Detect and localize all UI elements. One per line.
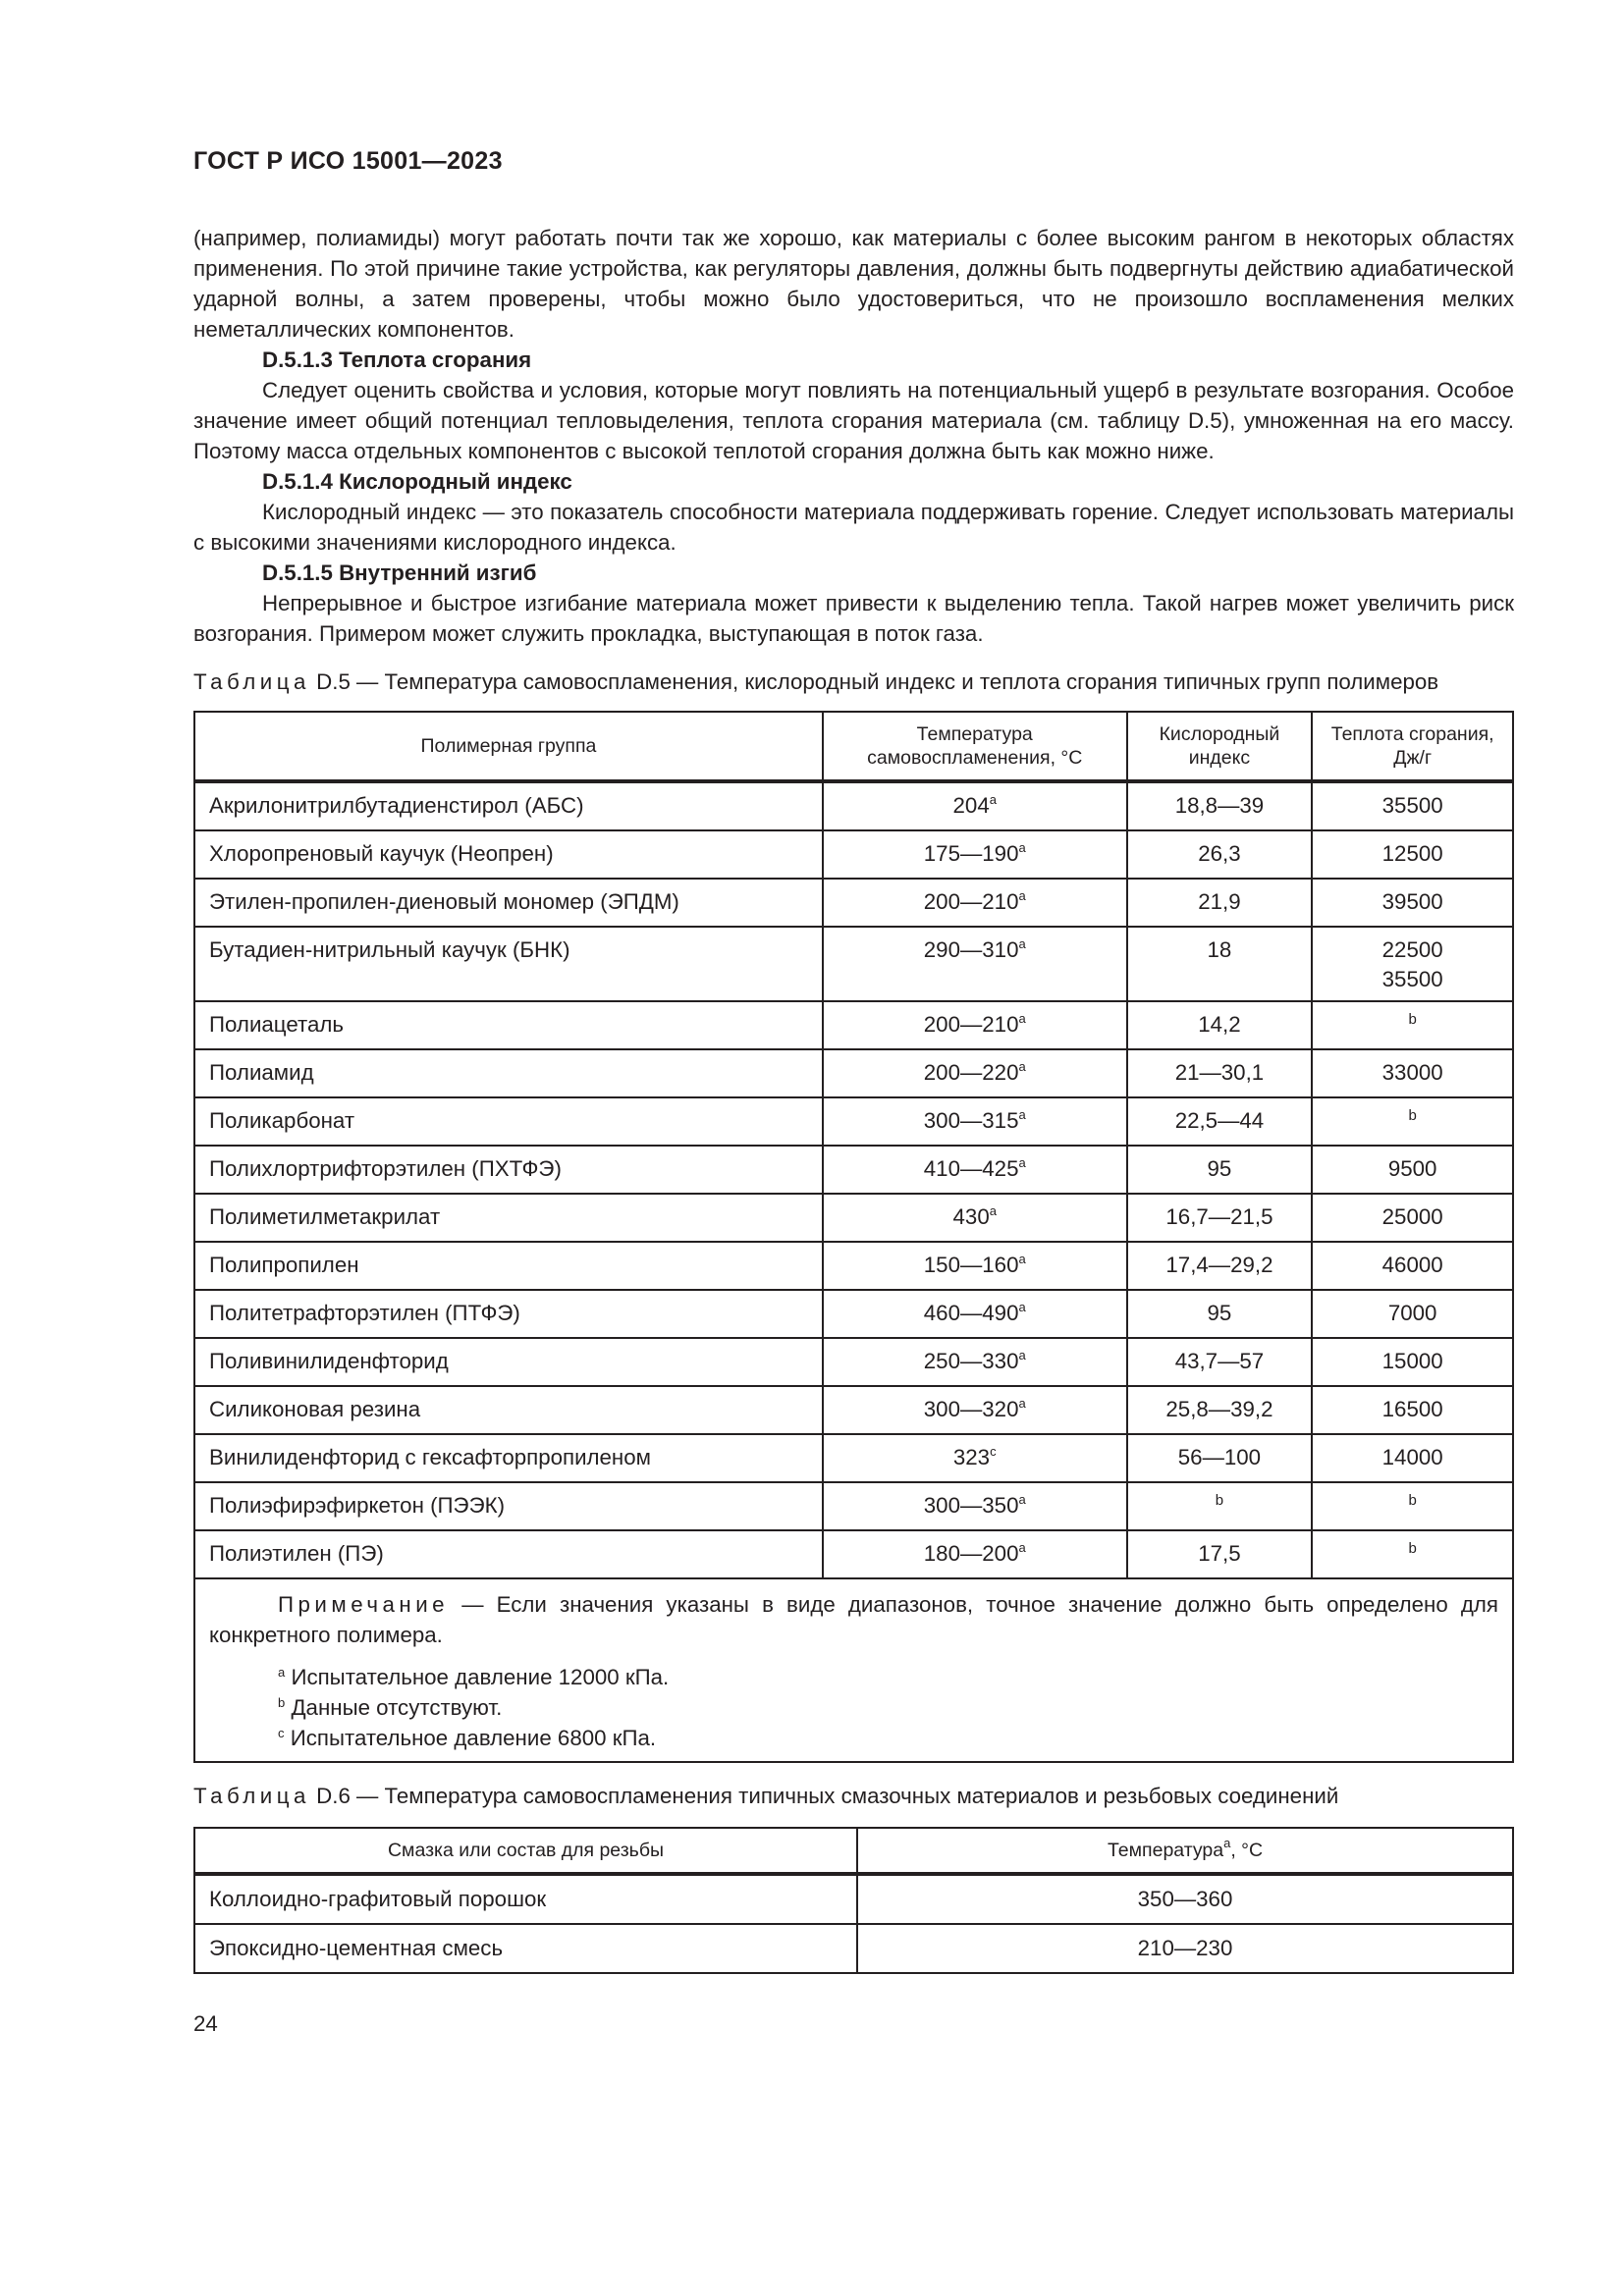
polymer-group-cell: Силиконовая резина — [194, 1386, 823, 1434]
oxygen-index-cell — [1127, 1097, 1313, 1146]
table-d6-caption — [193, 1781, 1514, 1811]
footnote-mark: a — [1018, 1155, 1026, 1170]
table-d5-caption-text: D.5 — Температура самовоспламенения, кислородный индекс и теплота сгорания типичных групп полимеров — [316, 669, 1439, 694]
footnote-mark: a — [278, 1665, 286, 1680]
autoignition-temp-cell — [823, 1001, 1127, 1049]
heat-of-combustion-cell-value: 35500 — [1381, 793, 1443, 818]
table-row — [194, 1338, 1513, 1386]
autoignition-temp-cell — [823, 1386, 1127, 1434]
oxygen-index-cell — [1127, 1194, 1313, 1242]
document-header: ГОСТ Р ИСО 15001—2023 — [193, 147, 503, 175]
table-d5-header-row — [194, 712, 1513, 781]
footnote-text: Испытательное давление 12000 кПа. — [291, 1665, 670, 1689]
autoignition-temp-cell — [823, 830, 1127, 879]
autoignition-temp-cell — [823, 1194, 1127, 1242]
autoignition-temp-cell-value: 200—220 — [923, 1060, 1019, 1085]
table-row — [194, 781, 1513, 830]
oxygen-index-cell-value: 21—30,1 — [1174, 1060, 1265, 1085]
footnote-mark: a — [989, 792, 997, 807]
table-row — [194, 1194, 1513, 1242]
header-polymer-group: Полимерная группа — [194, 712, 823, 781]
oxygen-index-cell — [1127, 1530, 1313, 1578]
oxygen-index-cell-value: 22,5—44 — [1174, 1108, 1265, 1133]
autoignition-temp-cell-value: 180—200 — [923, 1541, 1019, 1566]
section-heading-heat-of-combustion: D.5.1.3 Теплота сгорания — [262, 347, 532, 372]
footnote-mark: c — [990, 1444, 997, 1459]
autoignition-temp-cell-value: 200—210 — [923, 889, 1019, 914]
oxygen-index-cell — [1127, 1146, 1313, 1194]
oxygen-index-cell — [1127, 1049, 1313, 1097]
polymer-group-cell: Полиэтилен (ПЭ) — [194, 1530, 823, 1578]
oxygen-index-cell — [1127, 1482, 1313, 1530]
table-d5-body — [194, 781, 1513, 1578]
table-row — [194, 1386, 1513, 1434]
autoignition-temp-cell — [823, 1482, 1127, 1530]
table-row — [194, 1434, 1513, 1482]
oxygen-index-cell-value: 18,8—39 — [1174, 793, 1265, 818]
note-label: Примечание — [278, 1592, 450, 1617]
heat-of-combustion-cell-value: 7000 — [1387, 1301, 1437, 1325]
table-row — [194, 1874, 1513, 1924]
footnote-mark: a — [1018, 1396, 1026, 1411]
oxygen-index-cell-value: 26,3 — [1198, 841, 1241, 866]
heat-of-combustion-cell-value: 33000 — [1381, 1060, 1443, 1085]
oxygen-index-cell-value: 14,2 — [1198, 1012, 1241, 1037]
footnote-a — [209, 1662, 1498, 1692]
table-row — [194, 830, 1513, 879]
paragraph-heat-of-combustion: Следует оценить свойства и условия, которые могут повлиять на потенциальный ущерб в результате возгорания. Особое значение имеет общий потенциал тепловыделения, теплота сгорания материала (см. таблицу D.5), умноженная на его массу. Поэтому масса отдельных компонентов с высокой теплотой сгорания должна быть как можно ниже. — [193, 378, 1514, 463]
table-row — [194, 1097, 1513, 1146]
polymer-group-cell: Полихлортрифторэтилен (ПХТФЭ) — [194, 1146, 823, 1194]
table-row — [194, 1530, 1513, 1578]
heat-of-combustion-cell-value: 12500 — [1381, 841, 1443, 866]
oxygen-index-cell — [1127, 830, 1313, 879]
footnote-mark: a — [1018, 888, 1026, 903]
heat-of-combustion-cell — [1312, 927, 1513, 1001]
heat-of-combustion-cell-value: 25000 — [1381, 1204, 1443, 1229]
lubricant-name: Эпоксидно-цементная смесь — [194, 1924, 857, 1973]
paragraph-continued: (например, полиамиды) могут работать почти так же хорошо, как материалы с более высоким рангом в некоторых областях применения. По этой причине такие устройства, как регуляторы давления, должны быть подвергнуты действию адиабатической ударной волны, а затем проверены, чтобы можно было удостовериться, что не произошло воспламенения мелких неметаллических компонентов. — [193, 226, 1514, 342]
footnote-mark: a — [1018, 1492, 1026, 1507]
page-number: 24 — [193, 2011, 218, 2036]
polymer-group-cell: Полиметилметакрилат — [194, 1194, 823, 1242]
oxygen-index-cell — [1127, 879, 1313, 927]
autoignition-temp-cell-value: 430 — [952, 1204, 990, 1229]
polymer-group-cell: Этилен-пропилен-диеновый мономер (ЭПДМ) — [194, 879, 823, 927]
section-heading-oxygen-index: D.5.1.4 Кислородный индекс — [262, 469, 572, 494]
paragraph-internal-flexing: Непрерывное и быстрое изгибание материала может привести к выделению тепла. Такой нагрев может увеличить риск возгорания. Примером может служить прокладка, выступающая в поток газа. — [193, 591, 1514, 646]
oxygen-index-cell-value: 56—100 — [1177, 1445, 1262, 1469]
autoignition-temp-cell-value: 250—330 — [923, 1349, 1019, 1373]
section-heading-internal-flexing: D.5.1.5 Внутренний изгиб — [262, 561, 537, 585]
header-lubricant: Смазка или состав для резьбы — [194, 1828, 857, 1874]
heat-of-combustion-cell — [1312, 1049, 1513, 1097]
polymer-group-cell: Бутадиен-нитрильный каучук (БНК) — [194, 927, 823, 1001]
autoignition-temp-cell — [823, 1434, 1127, 1482]
heat-of-combustion-cell-value: 15000 — [1381, 1349, 1443, 1373]
autoignition-temp-cell-value: 300—320 — [923, 1397, 1019, 1421]
heat-of-combustion-cell-value: 35500 — [1381, 967, 1443, 991]
note-text: — Если значения указаны в виде диапазонов, точное значение должно быть определено для конкретного полимера. — [209, 1592, 1498, 1647]
heat-of-combustion-cell — [1312, 1146, 1513, 1194]
autoignition-temp-cell-value: 300—350 — [923, 1493, 1019, 1518]
heat-of-combustion-cell — [1312, 1434, 1513, 1482]
table-d5 — [193, 711, 1514, 1763]
header-oxygen-index: Кислородный индекс — [1127, 712, 1313, 781]
footnote-mark: a — [1223, 1836, 1231, 1850]
table-row — [194, 1242, 1513, 1290]
footnote-mark: a — [1018, 1059, 1026, 1074]
oxygen-index-cell-value: 17,5 — [1198, 1541, 1241, 1566]
table-d6-body — [194, 1874, 1513, 1973]
header-heat-of-combustion: Теплота сгорания, Дж/г — [1312, 712, 1513, 781]
polymer-group-cell: Поликарбонат — [194, 1097, 823, 1146]
footnote-text: Данные отсутствуют. — [291, 1695, 503, 1720]
footnote-mark: c — [278, 1726, 285, 1740]
table-d6-caption-label: Таблица — [193, 1784, 310, 1808]
autoignition-temp-cell-value: 300—315 — [923, 1108, 1019, 1133]
lubricant-name: Коллоидно-графитовый порошок — [194, 1874, 857, 1924]
table-row — [194, 1001, 1513, 1049]
polymer-group-cell: Винилиденфторид с гексафторпропиленом — [194, 1434, 823, 1482]
autoignition-temp-cell — [823, 927, 1127, 1001]
autoignition-temp-cell-value: 460—490 — [923, 1301, 1019, 1325]
heat-of-combustion-cell — [1312, 1338, 1513, 1386]
table-d6-caption-text: D.6 — Температура самовоспламенения типичных смазочных материалов и резьбовых соединений — [316, 1784, 1339, 1808]
footnote-mark: b — [1215, 1492, 1224, 1509]
heat-of-combustion-cell — [1312, 1001, 1513, 1049]
autoignition-temp-cell — [823, 781, 1127, 830]
polymer-group-cell: Полиамид — [194, 1049, 823, 1097]
heat-of-combustion-cell — [1312, 1290, 1513, 1338]
oxygen-index-cell-value: 16,7—21,5 — [1165, 1204, 1273, 1229]
autoignition-temp-cell-value: 410—425 — [923, 1156, 1019, 1181]
polymer-group-cell: Полиацеталь — [194, 1001, 823, 1049]
autoignition-temp-cell — [823, 1530, 1127, 1578]
heat-of-combustion-cell — [1312, 781, 1513, 830]
header-temperature-unit: , °С — [1230, 1840, 1264, 1861]
heat-of-combustion-cell-value: 9500 — [1387, 1156, 1437, 1181]
footnote-mark: a — [1018, 1252, 1026, 1266]
autoignition-temp-cell-value: 200—210 — [923, 1012, 1019, 1037]
oxygen-index-cell — [1127, 1338, 1313, 1386]
oxygen-index-cell-value: 25,8—39,2 — [1165, 1397, 1273, 1421]
autoignition-temp-cell — [823, 1146, 1127, 1194]
autoignition-temp-cell — [823, 1049, 1127, 1097]
autoignition-temp-cell — [823, 1290, 1127, 1338]
oxygen-index-cell-value: 17,4—29,2 — [1165, 1253, 1273, 1277]
table-row — [194, 879, 1513, 927]
footnote-mark: a — [1018, 840, 1026, 855]
oxygen-index-cell — [1127, 1001, 1313, 1049]
table-row — [194, 1482, 1513, 1530]
autoignition-temp-cell-value: 175—190 — [923, 841, 1019, 866]
oxygen-index-cell-value: 95 — [1207, 1301, 1232, 1325]
table-row — [194, 927, 1513, 1001]
polymer-group-cell: Поливинилиденфторид — [194, 1338, 823, 1386]
footnote-mark: a — [1018, 1300, 1026, 1314]
lubricant-temperature: 210—230 — [857, 1924, 1513, 1973]
footnote-mark: b — [1408, 1011, 1417, 1028]
autoignition-temp-cell-value: 323 — [952, 1445, 991, 1469]
heat-of-combustion-cell — [1312, 1482, 1513, 1530]
polymer-group-cell: Полипропилен — [194, 1242, 823, 1290]
oxygen-index-cell — [1127, 1434, 1313, 1482]
footnote-mark: a — [1018, 1011, 1026, 1026]
heat-of-combustion-cell-value: 39500 — [1381, 889, 1443, 914]
polymer-group-cell: Полиэфирэфиркетон (ПЭЭК) — [194, 1482, 823, 1530]
heat-of-combustion-cell — [1312, 1386, 1513, 1434]
autoignition-temp-cell — [823, 1338, 1127, 1386]
polymer-group-cell: Политетрафторэтилен (ПТФЭ) — [194, 1290, 823, 1338]
footnote-mark: a — [1018, 936, 1026, 951]
polymer-group-cell: Акрилонитрилбутадиенстирол (АБС) — [194, 781, 823, 830]
heat-of-combustion-cell — [1312, 1194, 1513, 1242]
oxygen-index-cell — [1127, 781, 1313, 830]
footnote-text: Испытательное давление 6800 кПа. — [290, 1726, 657, 1750]
footnote-mark: b — [1408, 1540, 1417, 1557]
polymer-group-cell: Хлоропреновый каучук (Неопрен) — [194, 830, 823, 879]
oxygen-index-cell — [1127, 1290, 1313, 1338]
footnote-mark: a — [1018, 1107, 1026, 1122]
table-row — [194, 1290, 1513, 1338]
table-d6 — [193, 1827, 1514, 1974]
oxygen-index-cell-value: 21,9 — [1198, 889, 1241, 914]
autoignition-temp-cell — [823, 1242, 1127, 1290]
footnote-c — [209, 1723, 1498, 1753]
table-d5-note-row — [194, 1578, 1513, 1762]
autoignition-temp-cell — [823, 1097, 1127, 1146]
body-text — [193, 223, 1514, 649]
autoignition-temp-cell-value: 150—160 — [923, 1253, 1019, 1277]
table-d5-caption — [193, 667, 1514, 697]
footnote-mark: b — [1408, 1492, 1417, 1509]
footnote-mark: b — [1408, 1107, 1417, 1124]
oxygen-index-cell-value: 43,7—57 — [1174, 1349, 1265, 1373]
autoignition-temp-cell — [823, 879, 1127, 927]
oxygen-index-cell — [1127, 1242, 1313, 1290]
paragraph-oxygen-index: Кислородный индекс — это показатель способности материала поддерживать горение. Следует использовать материалы с высокими значениями кислородного индекса. — [193, 500, 1514, 555]
table-d5-note-cell — [194, 1578, 1513, 1762]
heat-of-combustion-cell — [1312, 1097, 1513, 1146]
heat-of-combustion-cell-value: 16500 — [1381, 1397, 1443, 1421]
table-d6-header-row — [194, 1828, 1513, 1874]
table-note — [209, 1589, 1498, 1650]
table-row — [194, 1146, 1513, 1194]
header-temperature — [857, 1828, 1513, 1874]
table-row — [194, 1049, 1513, 1097]
heat-of-combustion-cell — [1312, 830, 1513, 879]
oxygen-index-cell — [1127, 927, 1313, 1001]
document-page — [193, 147, 1514, 2037]
oxygen-index-cell — [1127, 1386, 1313, 1434]
lubricant-temperature: 350—360 — [857, 1874, 1513, 1924]
heat-of-combustion-cell-value: 22500 — [1381, 937, 1443, 962]
heat-of-combustion-cell — [1312, 879, 1513, 927]
footnote-mark: a — [989, 1203, 997, 1218]
autoignition-temp-cell-value: 290—310 — [923, 937, 1019, 962]
table-row — [194, 1924, 1513, 1973]
oxygen-index-cell-value: 95 — [1207, 1156, 1232, 1181]
table-d5-caption-label: Таблица — [193, 669, 310, 694]
heat-of-combustion-cell — [1312, 1242, 1513, 1290]
header-autoignition-temp: Температура самовоспламенения, °С — [823, 712, 1127, 781]
oxygen-index-cell-value: 18 — [1207, 937, 1232, 962]
header-temperature-label: Температура — [1107, 1840, 1224, 1861]
footnote-mark: a — [1018, 1348, 1026, 1362]
autoignition-temp-cell-value: 204 — [952, 793, 990, 818]
footnote-mark: a — [1018, 1540, 1026, 1555]
heat-of-combustion-cell-value: 14000 — [1381, 1445, 1443, 1469]
heat-of-combustion-cell — [1312, 1530, 1513, 1578]
heat-of-combustion-cell-value: 46000 — [1381, 1253, 1443, 1277]
footnote-b — [209, 1692, 1498, 1723]
footnote-mark: b — [278, 1695, 286, 1710]
